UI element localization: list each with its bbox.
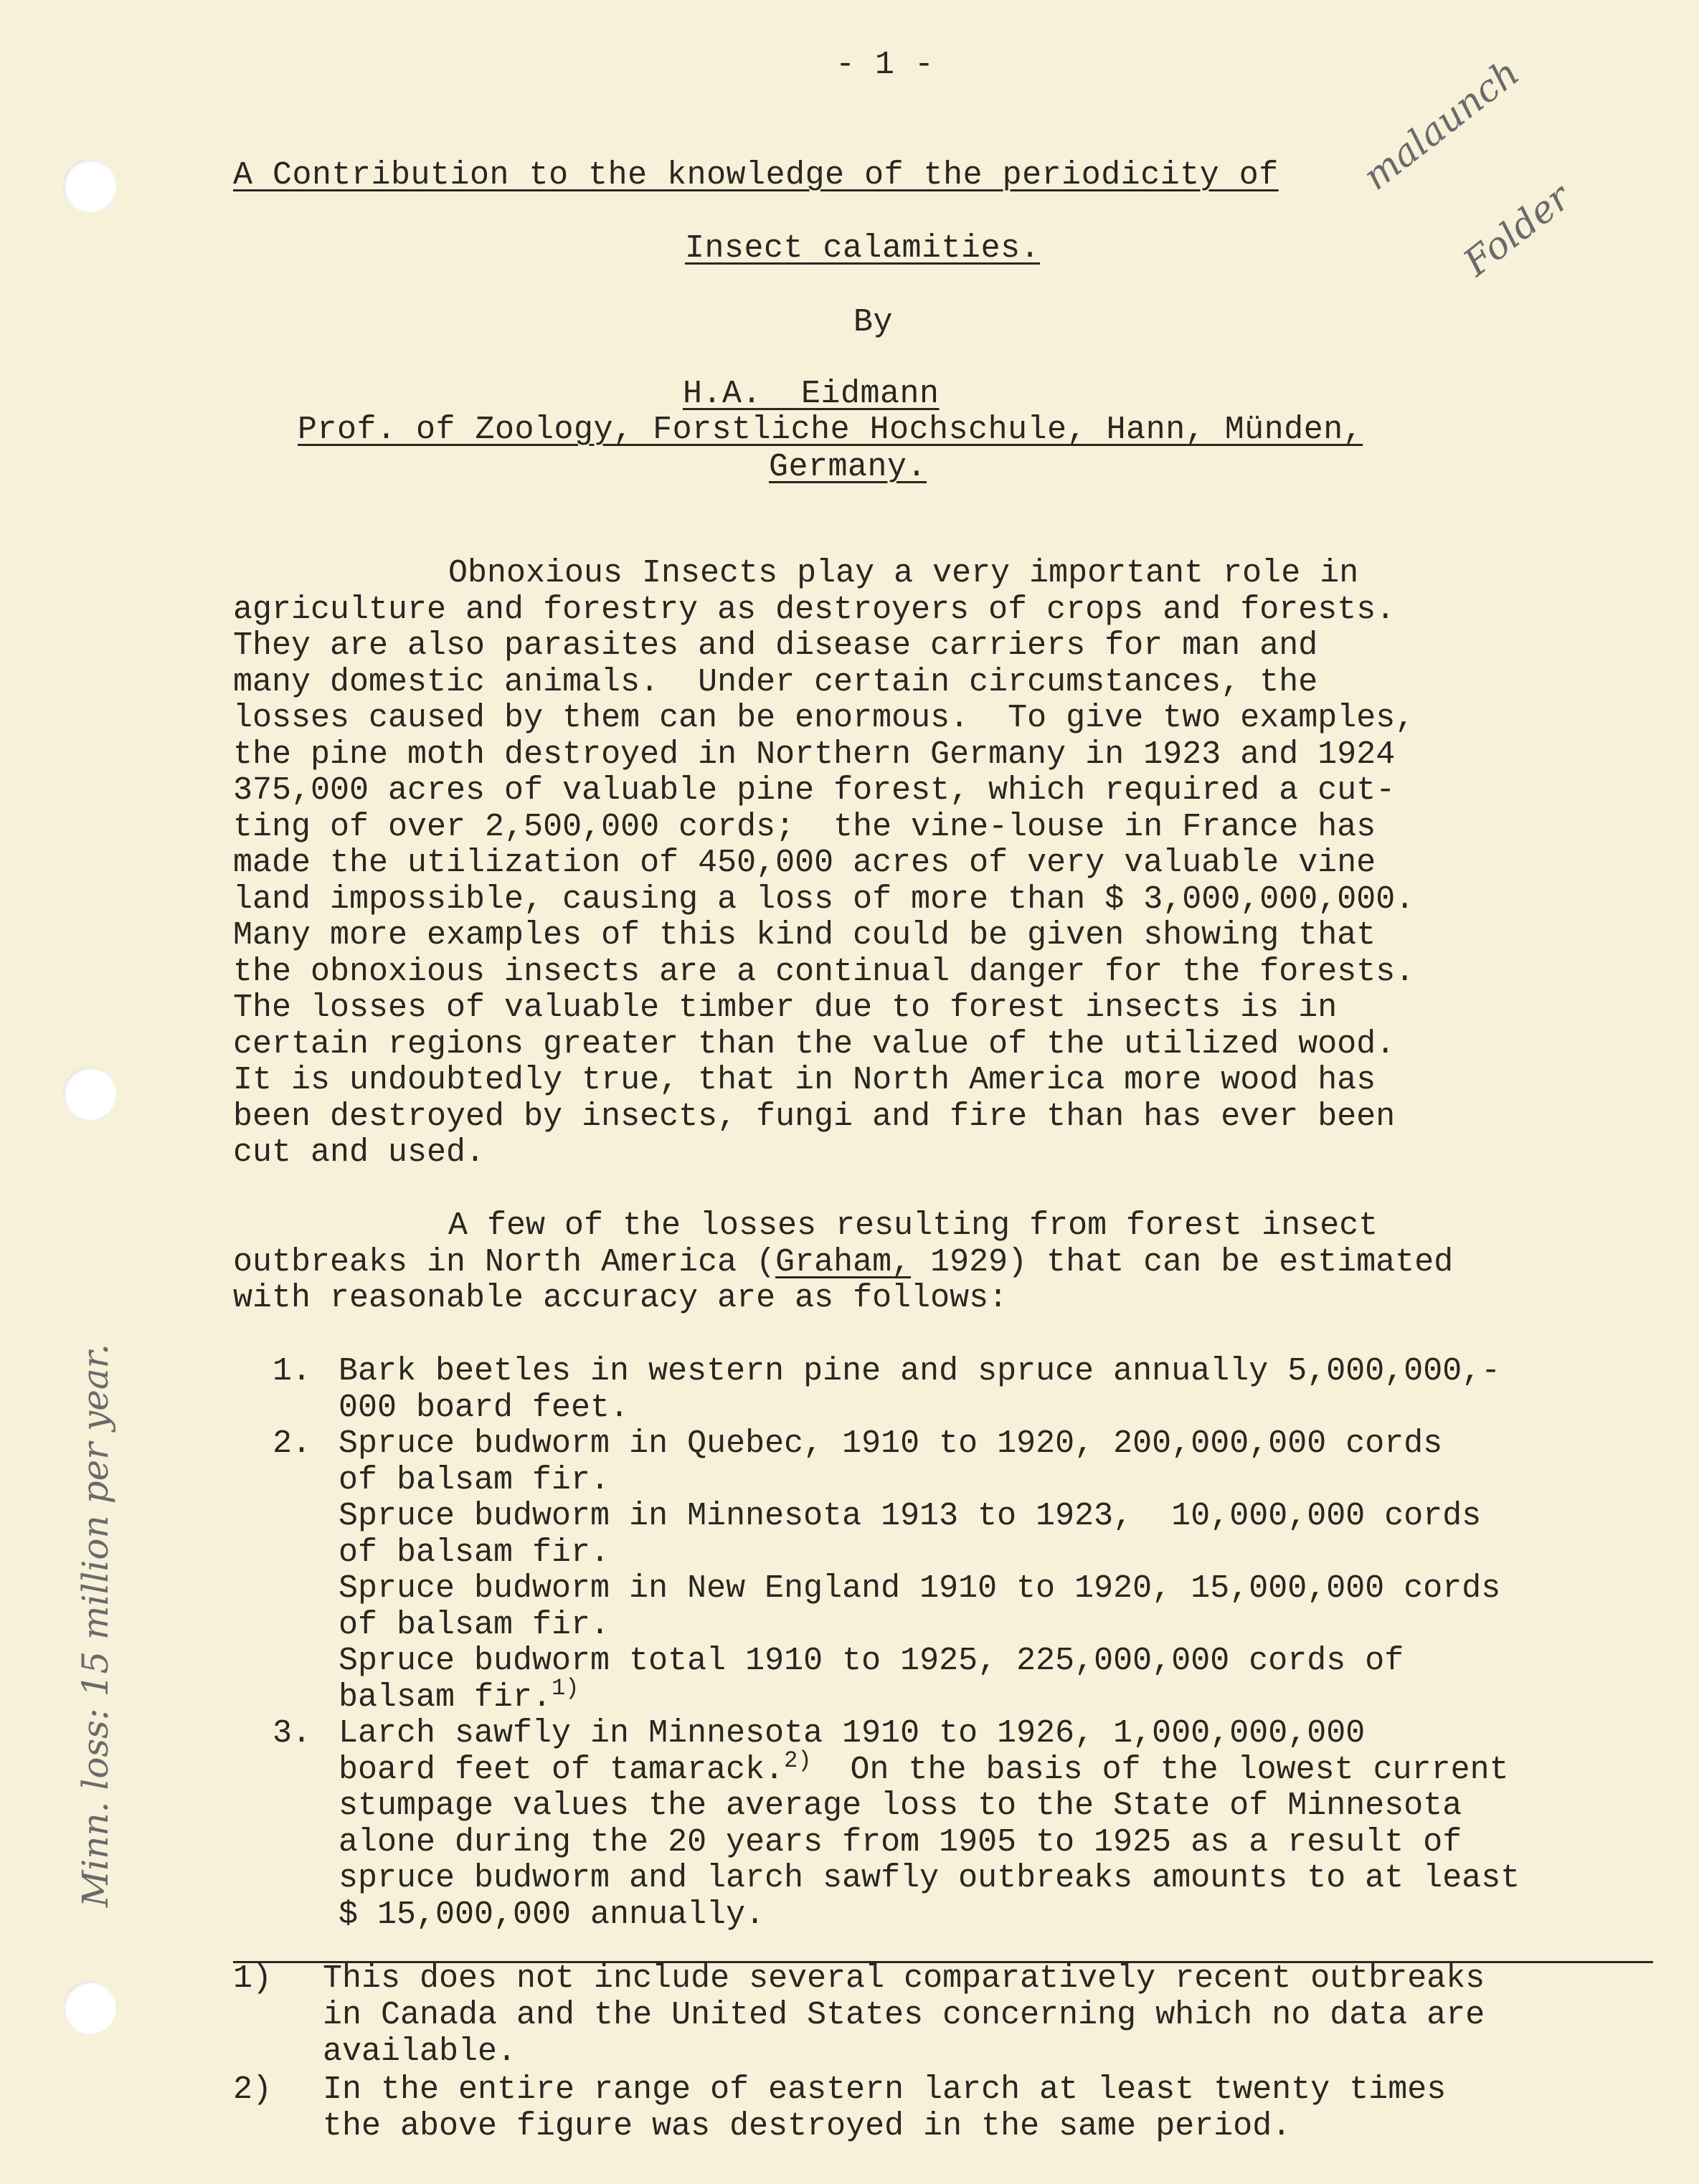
list-item-number: 3. — [273, 1715, 312, 1752]
list-item-line — [339, 1747, 1520, 1789]
footnote-number: 2) — [233, 2071, 273, 2108]
footnote-ref-2: 2) — [784, 1747, 812, 1774]
footnote-ref-1: 1) — [552, 1674, 579, 1701]
paragraph-1-line: They are also parasites and disease carriers for man and — [233, 627, 1318, 664]
punch-hole-top — [63, 159, 116, 212]
paragraph-2-line: with reasonable accuracy are as follows: — [233, 1280, 1008, 1316]
list-item-line: spruce budworm and larch sawfly outbreaks amounts to at least — [339, 1860, 1520, 1896]
paragraph-2-text: 1929) that can be estimated — [911, 1243, 1454, 1281]
handwritten-note-left: Minn. loss: 15 million per year. — [75, 1344, 116, 1907]
list-item-text: balsam fir. — [339, 1679, 552, 1716]
paragraph-1-line: Many more examples of this kind could be given showing that — [233, 917, 1376, 954]
paragraph-1-line: The losses of valuable timber due to forest insects is in — [233, 989, 1338, 1026]
paragraph-1-line: cut and used. — [233, 1134, 486, 1171]
paragraph-1-line: It is undoubtedly true, that in North America more wood has — [233, 1062, 1376, 1098]
list-item-line: Spruce budworm in Quebec, 1910 to 1920, 200,000,000 cords — [339, 1425, 1443, 1462]
paragraph-1-line: been destroyed by insects, fungi and fire than has ever been — [233, 1098, 1396, 1135]
list-item — [273, 1354, 1520, 1426]
list-item-line: Spruce budworm in New England 1910 to 1920, 15,000,000 cords — [339, 1570, 1501, 1607]
list-item-line: of balsam fir. — [339, 1461, 610, 1499]
affiliation-line-2: Germany. — [769, 449, 927, 485]
paragraph-2-text: outbreaks in North America ( — [233, 1243, 776, 1281]
footnote-1 — [233, 1960, 1485, 2070]
list-item-line: Spruce budworm in Minnesota 1913 to 1923, 10,000,000 cords — [339, 1498, 1482, 1534]
footnote-number: 1) — [233, 1960, 273, 1997]
list-item-line: $ 15,000,000 annually. — [339, 1896, 765, 1933]
title-line-1: A Contribution to the knowledge of the periodicity of — [233, 157, 1279, 194]
footnote-line: This does not include several comparatively recent outbreaks — [323, 1960, 1485, 1997]
handwritten-note-top-line-2: Folder — [1456, 176, 1579, 285]
list-item-line: 000 board feet. — [339, 1389, 630, 1426]
paragraph-2-line: A few of the losses resulting from forest insect — [448, 1207, 1378, 1244]
list-item-line: of balsam fir. — [339, 1534, 610, 1571]
paragraph-1-line: ting of over 2,500,000 cords; the vine-louse in France has — [233, 808, 1376, 845]
page-number: - 1 - — [836, 47, 934, 83]
list-item-text: On the basis of the lowest current — [811, 1751, 1509, 1788]
paragraph-1-line: the pine moth destroyed in Northern Germany in 1923 and 1924 — [233, 736, 1396, 773]
footnote-line: in Canada and the United States concerning which no data are — [323, 1997, 1485, 2033]
author-name: H.A. Eidmann — [683, 376, 940, 412]
by-line: By — [853, 304, 894, 341]
list-item-line: of balsam fir. — [339, 1606, 610, 1643]
list-item-line: Spruce budworm total 1910 to 1925, 225,000,000 cords of — [339, 1643, 1404, 1679]
paragraph-1-line: made the utilization of 450,000 acres of very valuable vine — [233, 845, 1376, 881]
citation-graham: Graham, — [775, 1243, 912, 1281]
paragraph-1-line: Obnoxious Insects play a very important role in — [448, 555, 1359, 592]
paragraph-1-line: 375,000 acres of valuable pine forest, which required a cut- — [233, 772, 1396, 809]
affiliation-line-1: Prof. of Zoology, Forstliche Hochschule, Hann, Münden, — [298, 412, 1363, 448]
paragraph-1-line: agriculture and forestry as destroyers of crops and forests. — [233, 591, 1396, 628]
paragraph-1-line: losses caused by them can be enormous. To give two examples, — [233, 700, 1415, 736]
list-item-line: Bark beetles in western pine and spruce annually 5,000,000,- — [339, 1353, 1501, 1390]
list-item-line: Larch sawfly in Minnesota 1910 to 1926, 1,000,000,000 — [339, 1715, 1366, 1752]
paragraph-1-line: land impossible, causing a loss of more than $ 3,000,000,000. — [233, 880, 1415, 918]
handwritten-note-top-line-1: malaunch — [1355, 51, 1528, 199]
paragraph-1 — [233, 556, 1414, 1172]
paragraph-1-line: certain regions greater than the value of the utilized wood. — [233, 1025, 1396, 1063]
list-item-line: stumpage values the average loss to the State of Minnesota — [339, 1787, 1462, 1824]
list-item-number: 2. — [273, 1425, 312, 1462]
footnote-line: the above figure was destroyed in the same period. — [323, 2108, 1292, 2145]
paragraph-1-line: many domestic animals. Under certain circumstances, the — [233, 663, 1318, 701]
list-item-number: 1. — [273, 1353, 312, 1390]
list-item-text: board feet of tamarack. — [339, 1751, 785, 1788]
loss-list — [273, 1354, 1520, 1933]
paragraph-2-line — [233, 1245, 1453, 1281]
list-item-line — [339, 1674, 1520, 1717]
paragraph-2 — [233, 1208, 1453, 1317]
punch-hole-bottom — [63, 1981, 116, 2034]
title-line-2: Insect calamities. — [685, 230, 1041, 267]
list-item — [273, 1426, 1520, 1716]
list-item — [273, 1716, 1520, 1933]
paragraph-1-line: the obnoxious insects are a continual danger for the forests. — [233, 953, 1415, 990]
list-item-line: alone during the 20 years from 1905 to 1925 as a result of — [339, 1823, 1462, 1861]
punch-hole-middle — [63, 1067, 116, 1120]
footnote-2 — [233, 2071, 1446, 2145]
footnote-line: available. — [323, 2033, 517, 2070]
footnote-line: In the entire range of eastern larch at least twenty times — [323, 2071, 1447, 2108]
